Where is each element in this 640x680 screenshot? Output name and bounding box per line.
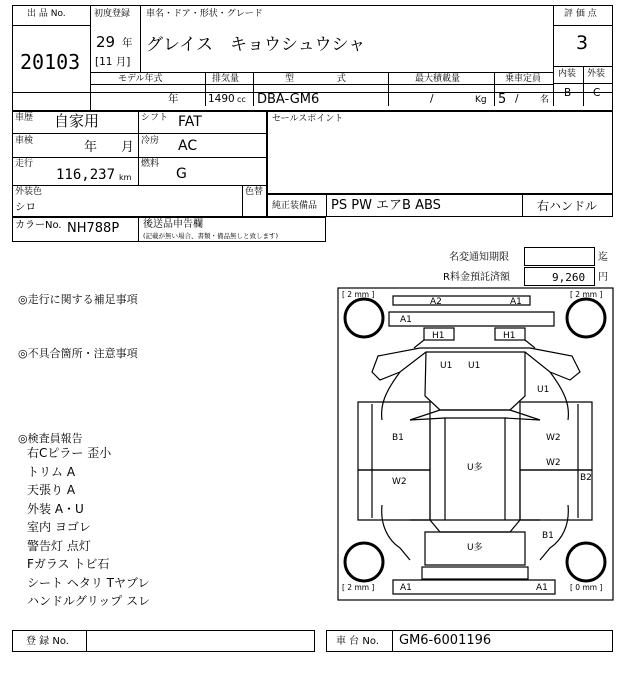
driving-notes-label: ◎走行に関する補足事項 (18, 293, 138, 306)
interior-grade: B (564, 87, 572, 99)
code-roof: U多 (467, 463, 483, 473)
code-quarter-right: B2 (580, 473, 592, 483)
chassis-no: GM6-6001196 (399, 633, 492, 648)
color-no: NH788P (67, 221, 120, 236)
history: 自家用 (54, 112, 100, 130)
capacity-label: 乗車定員 (505, 74, 542, 84)
capacity-unit: 名 (540, 95, 550, 105)
inspection-year: 年 (84, 140, 98, 155)
code-rear-door-left: W2 (392, 477, 407, 487)
code-headlight-left: H1 (432, 331, 445, 341)
capacity: 5 (498, 92, 507, 107)
mileage-unit: km (119, 173, 132, 182)
tire-fr-depth: [ 2 mm ] (570, 290, 603, 299)
inspector-report-line: 外装 A・U (27, 501, 84, 516)
ac: AC (178, 138, 198, 154)
displacement: 1490 (208, 93, 235, 105)
recycle-unit: 円 (598, 272, 608, 283)
code-headlight-right: H1 (503, 331, 516, 341)
ac-label: 冷房 (141, 136, 160, 146)
tire-rr-depth: [ 0 mm ] (570, 583, 603, 592)
fuel: G (176, 166, 187, 182)
code-rear-bumper-right: A1 (536, 583, 548, 593)
shift-label: シフト (141, 113, 169, 123)
exterior-color-label: 外装色 (15, 187, 43, 197)
first-reg-label: 初度登録 (94, 9, 131, 19)
code-hood-right: U1 (468, 361, 481, 371)
interior-label: 内装 (558, 69, 577, 79)
code-front-bumper-left: A2 (430, 297, 442, 307)
max-load-unit: Kg (475, 95, 487, 105)
tire-rl-depth: [ 2 mm ] (342, 583, 375, 592)
model-year-label: モデル年式 (118, 74, 163, 84)
car-name-label: 車名・ドア・形状・グレード (146, 9, 263, 19)
inspector-report-line: 室内 ヨゴレ (27, 520, 91, 534)
inspector-report-line: 警告灯 点灯 (27, 538, 91, 553)
type-label: 型 式 (285, 74, 346, 84)
recycle-value: 9,260 (552, 271, 586, 284)
recycle-label: R料金預託済額 (443, 272, 510, 283)
equipment: PS PW エアB ABS (331, 198, 441, 213)
shift: FAT (178, 114, 202, 130)
max-load-sep: / (430, 93, 434, 105)
inspector-report-line: 右Cピラー 歪小 (27, 446, 112, 460)
code-rear-bumper-left: A1 (400, 583, 412, 593)
inspector-report-line: 天張り A (27, 483, 76, 497)
inspector-report-line: Fガラス トビ石 (27, 557, 110, 571)
reg-year-unit: 年 (122, 37, 133, 49)
equipment-label: 純正装備品 (272, 201, 318, 211)
lot-no-label: 出 品 No. (27, 9, 66, 19)
car-name: グレイス キョウシュウシャ (146, 35, 366, 55)
reg-year: 29 (96, 33, 116, 51)
color-change-label: 色替 (245, 187, 264, 197)
max-load-label: 最大積載量 (415, 74, 461, 84)
aftermarket-note: (記載が無い場合、書類・備品無しと致します) (143, 232, 279, 240)
grade-label: 評 価 点 (564, 9, 597, 19)
inspector-report-label: ◎検査員報告 (18, 432, 83, 445)
code-door-left: B1 (392, 433, 404, 443)
inspector-report-line: シート ヘタリ Tヤブレ (27, 575, 150, 590)
exterior-label: 外装 (587, 69, 606, 79)
chassis-label: 車 台 No. (336, 636, 379, 647)
exterior-grade: C (593, 87, 601, 99)
exterior-color: シロ (15, 201, 36, 213)
displacement-label: 排気量 (212, 74, 240, 84)
color-no-label: カラーNo. (15, 220, 62, 231)
history-label: 車歴 (15, 113, 34, 123)
defects-label: ◎不具合箇所・注意事項 (18, 347, 138, 360)
steering: 右ハンドル (537, 199, 598, 213)
lot-no: 20103 (20, 50, 81, 74)
inspector-report-line: トリム A (27, 464, 76, 479)
aftermarket-label: 後送品申告欄 (143, 219, 203, 230)
model-type: DBA-GM6 (257, 92, 320, 107)
mileage: 116,237 (56, 167, 116, 183)
sales-point-label: セールスポイント (272, 114, 344, 124)
reg-month: [11 月] (95, 56, 131, 68)
code-front-bumper-right: A1 (510, 297, 522, 307)
code-fender-right: U1 (537, 385, 550, 395)
fuel-label: 燃料 (141, 159, 160, 169)
inspection-label: 車検 (15, 136, 34, 146)
code-trunk: U多 (467, 543, 483, 553)
reg-no-label: 登 録 No. (26, 636, 69, 647)
transfer-unit: 迄 (598, 252, 608, 263)
capacity-sep: / (515, 93, 519, 105)
inspection-month: 月 (121, 140, 135, 155)
code-quarter-right-lower: B1 (542, 531, 554, 541)
mileage-label: 走行 (15, 159, 34, 169)
inspector-report-line: ハンドルグリップ スレ (27, 594, 151, 608)
transfer-label: 名変通知期限 (449, 252, 509, 263)
code-rear-door-right: W2 (546, 458, 561, 468)
displacement-unit: cc (237, 95, 246, 104)
code-hood-left: U1 (440, 361, 453, 371)
tire-fl-depth: [ 2 mm ] (342, 290, 375, 299)
overall-grade: 3 (576, 32, 589, 54)
model-year-unit: 年 (168, 93, 179, 105)
code-front-lip: A1 (400, 315, 412, 325)
code-front-door-right: W2 (546, 433, 561, 443)
